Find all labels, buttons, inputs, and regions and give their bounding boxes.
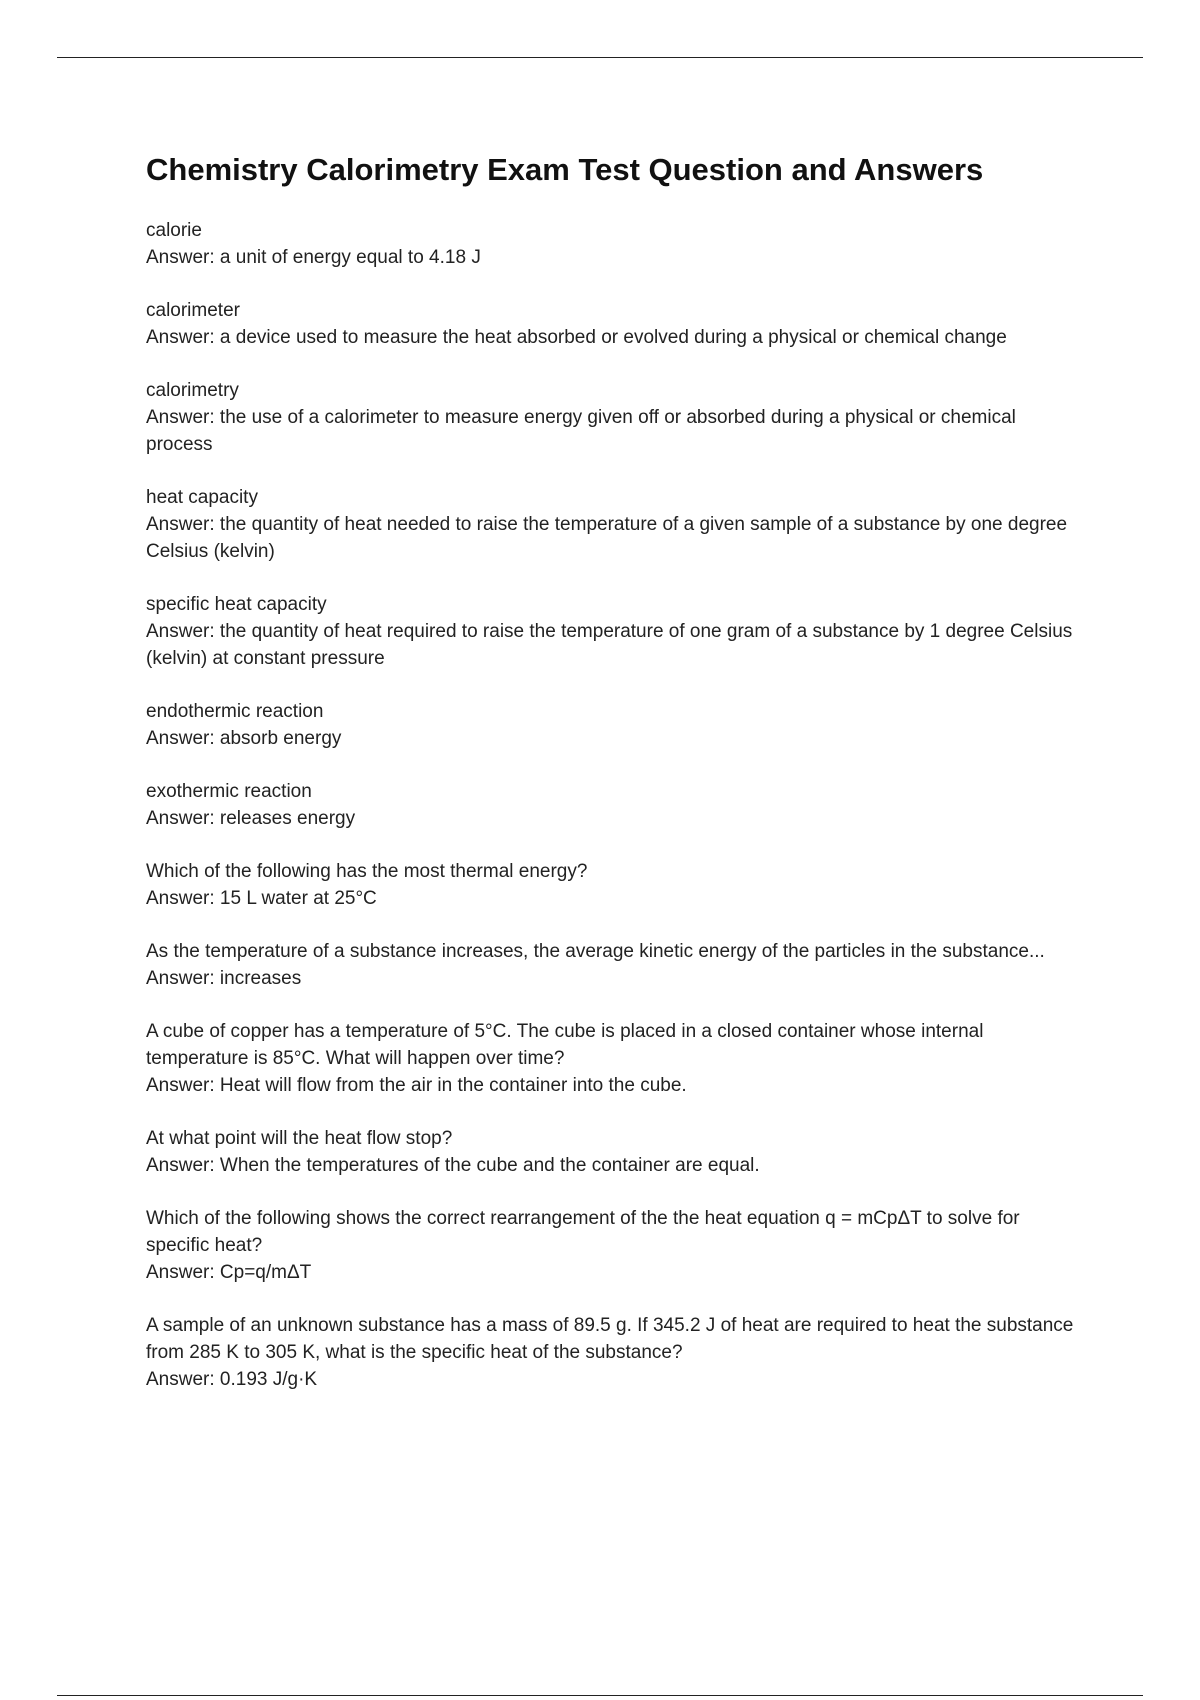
answer-text: Answer: absorb energy (146, 728, 342, 749)
bottom-rule (57, 1695, 1143, 1696)
qa-item (146, 484, 1086, 565)
question-text: calorimetry (146, 380, 239, 401)
top-rule (57, 57, 1143, 58)
qa-item (146, 591, 1086, 672)
question-text: calorie (146, 220, 202, 241)
qa-item (146, 1205, 1086, 1286)
answer-text: Answer: 0.193 J/g·K (146, 1369, 318, 1390)
qa-item (146, 698, 1086, 752)
qa-item (146, 377, 1086, 458)
question-text: specific heat capacity (146, 594, 327, 615)
answer-text: Answer: the use of a calorimeter to measure energy given off or absorbed during a physical or chemical process (146, 407, 1016, 455)
answer-text: Answer: Cp=q/mΔT (146, 1262, 312, 1283)
question-text: A sample of an unknown substance has a mass of 89.5 g. If 345.2 J of heat are required to heat the substance from 285 K to 305 K, what is the specific heat of the substance? (146, 1315, 1074, 1363)
answer-text: Answer: the quantity of heat required to raise the temperature of one gram of a substance by 1 degree Celsius (kelvin) at constant pressure (146, 621, 1073, 669)
qa-item (146, 938, 1086, 992)
question-text: endothermic reaction (146, 701, 324, 722)
question-text: Which of the following has the most thermal energy? (146, 861, 588, 882)
question-text: heat capacity (146, 487, 258, 508)
answer-text: Answer: increases (146, 968, 302, 989)
document-title: Chemistry Calorimetry Exam Test Question and Answers (146, 152, 984, 187)
answer-text: Answer: 15 L water at 25°C (146, 888, 377, 909)
answer-text: Answer: releases energy (146, 808, 356, 829)
qa-item (146, 1018, 1086, 1099)
question-text: A cube of copper has a temperature of 5°C. The cube is placed in a closed container whose internal temperature is 85°C. What will happen over time? (146, 1021, 984, 1069)
answer-text: Answer: a unit of energy equal to 4.18 J (146, 247, 481, 268)
qa-item (146, 778, 1086, 832)
answer-text: Answer: Heat will flow from the air in the container into the cube. (146, 1075, 687, 1096)
qa-item (146, 1312, 1086, 1393)
question-text: Which of the following shows the correct rearrangement of the the heat equation q = mCpΔT to solve for specific heat? (146, 1208, 1020, 1256)
document-body (146, 150, 1086, 1419)
qa-item (146, 217, 1086, 271)
qa-item (146, 1125, 1086, 1179)
question-text: At what point will the heat flow stop? (146, 1128, 453, 1149)
answer-text: Answer: the quantity of heat needed to raise the temperature of a given sample of a substance by one degree Celsius (kelvin) (146, 514, 1068, 562)
answer-text: Answer: When the temperatures of the cube and the container are equal. (146, 1155, 760, 1176)
qa-item (146, 858, 1086, 912)
question-text: As the temperature of a substance increases, the average kinetic energy of the particles in the substance... (146, 941, 1045, 962)
qa-item (146, 297, 1086, 351)
qa-list (146, 217, 1086, 1393)
answer-text: Answer: a device used to measure the heat absorbed or evolved during a physical or chemical change (146, 327, 1007, 348)
question-text: calorimeter (146, 300, 240, 321)
question-text: exothermic reaction (146, 781, 312, 802)
